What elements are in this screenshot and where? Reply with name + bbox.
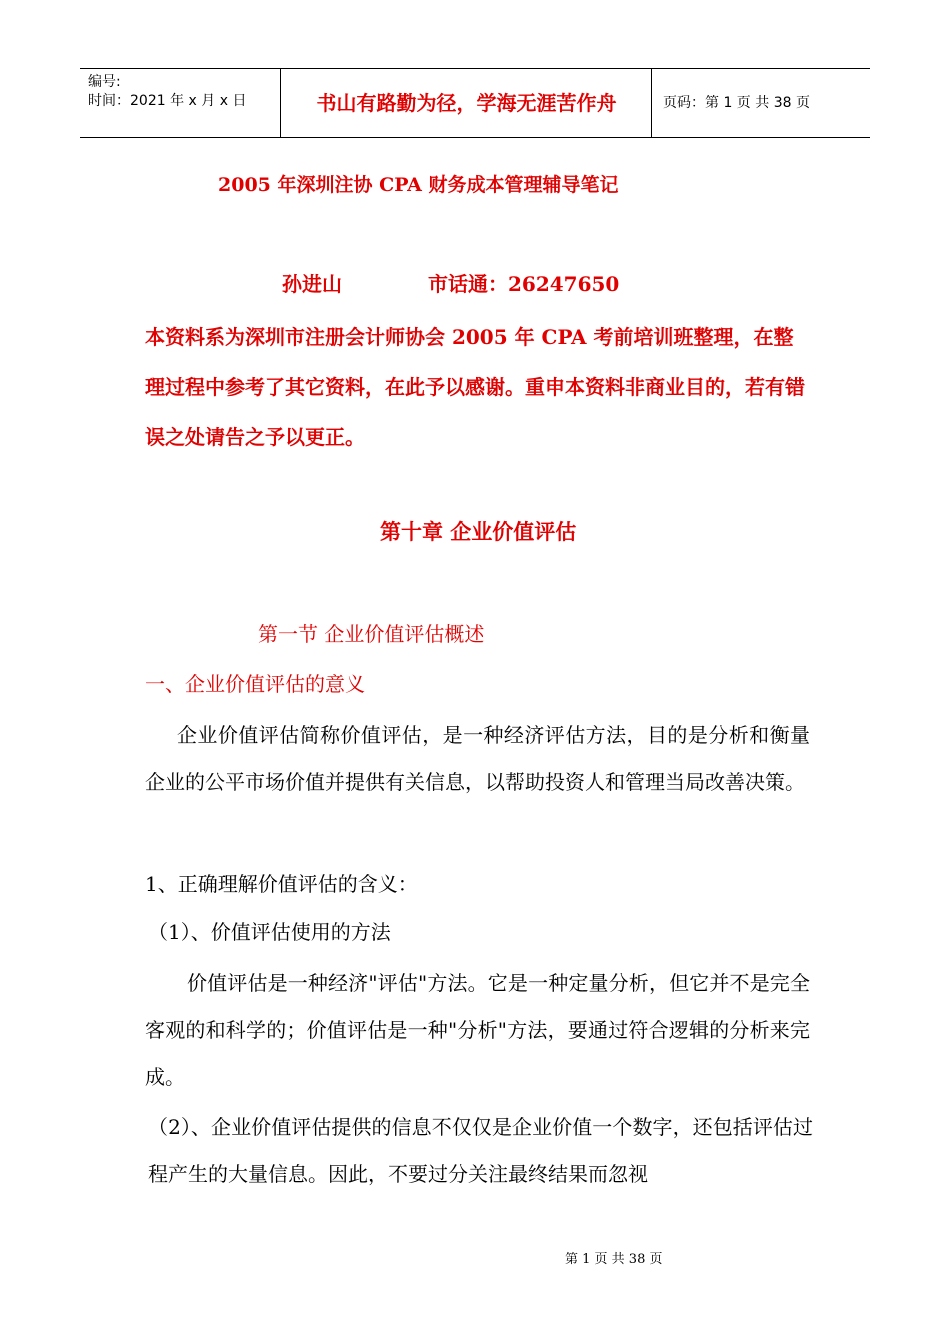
body-paragraph: 价值评估是一种经济"评估"方法。它是一种定量分析，但它并不是完全客观的和科学的；价值评估是一种"分析"方法，要通过符合逻辑的分析来完成。: [145, 971, 810, 1089]
number-label: 编号:: [88, 74, 121, 90]
author-phone: 市话通：26247650: [428, 272, 620, 296]
header-motto: 书山有路勤为径，学海无涯苦作舟: [282, 69, 652, 137]
page-footer: 第 1 页 共 38 页: [565, 1252, 663, 1267]
document-title: 2005 年深圳注协 CPA 财务成本管理辅导笔记: [218, 174, 619, 196]
body-paragraph: 企业价值评估简称价值评估，是一种经济评估方法，目的是分析和衡量企业的公平市场价值并提供有关信息，以帮助投资人和管理当局改善决策。: [145, 723, 810, 794]
document-header: [80, 68, 870, 138]
header-page-info: 页码：第 1 页 共 38 页: [663, 95, 810, 111]
section-heading: 第一节 企业价值评估概述: [258, 622, 485, 646]
subsection-heading: 一、企业价值评估的意义: [145, 672, 365, 696]
list-subheading: （1）、价值评估使用的方法: [148, 920, 391, 944]
chapter-heading: 第十章 企业价值评估: [380, 519, 577, 544]
body-paragraph: （2）、企业价值评估提供的信息不仅仅是企业价值一个数字，还包括评估过程产生的大量信息。因此，不要过分关注最终结果而忽视: [148, 1115, 813, 1186]
intro-notice: 本资料系为深圳市注册会计师协会 2005 年 CPA 考前培训班整理，在整理过程中参考了其它资料，在此予以感谢。重申本资料非商业目的，若有错误之处请告之予以更正。: [145, 325, 805, 449]
header-meta: [80, 69, 281, 137]
date-label: 时间：2021 年 x 月 x 日: [88, 93, 247, 109]
list-heading: 1、正确理解价值评估的含义：: [145, 872, 418, 896]
author-name: 孙进山: [282, 272, 342, 296]
